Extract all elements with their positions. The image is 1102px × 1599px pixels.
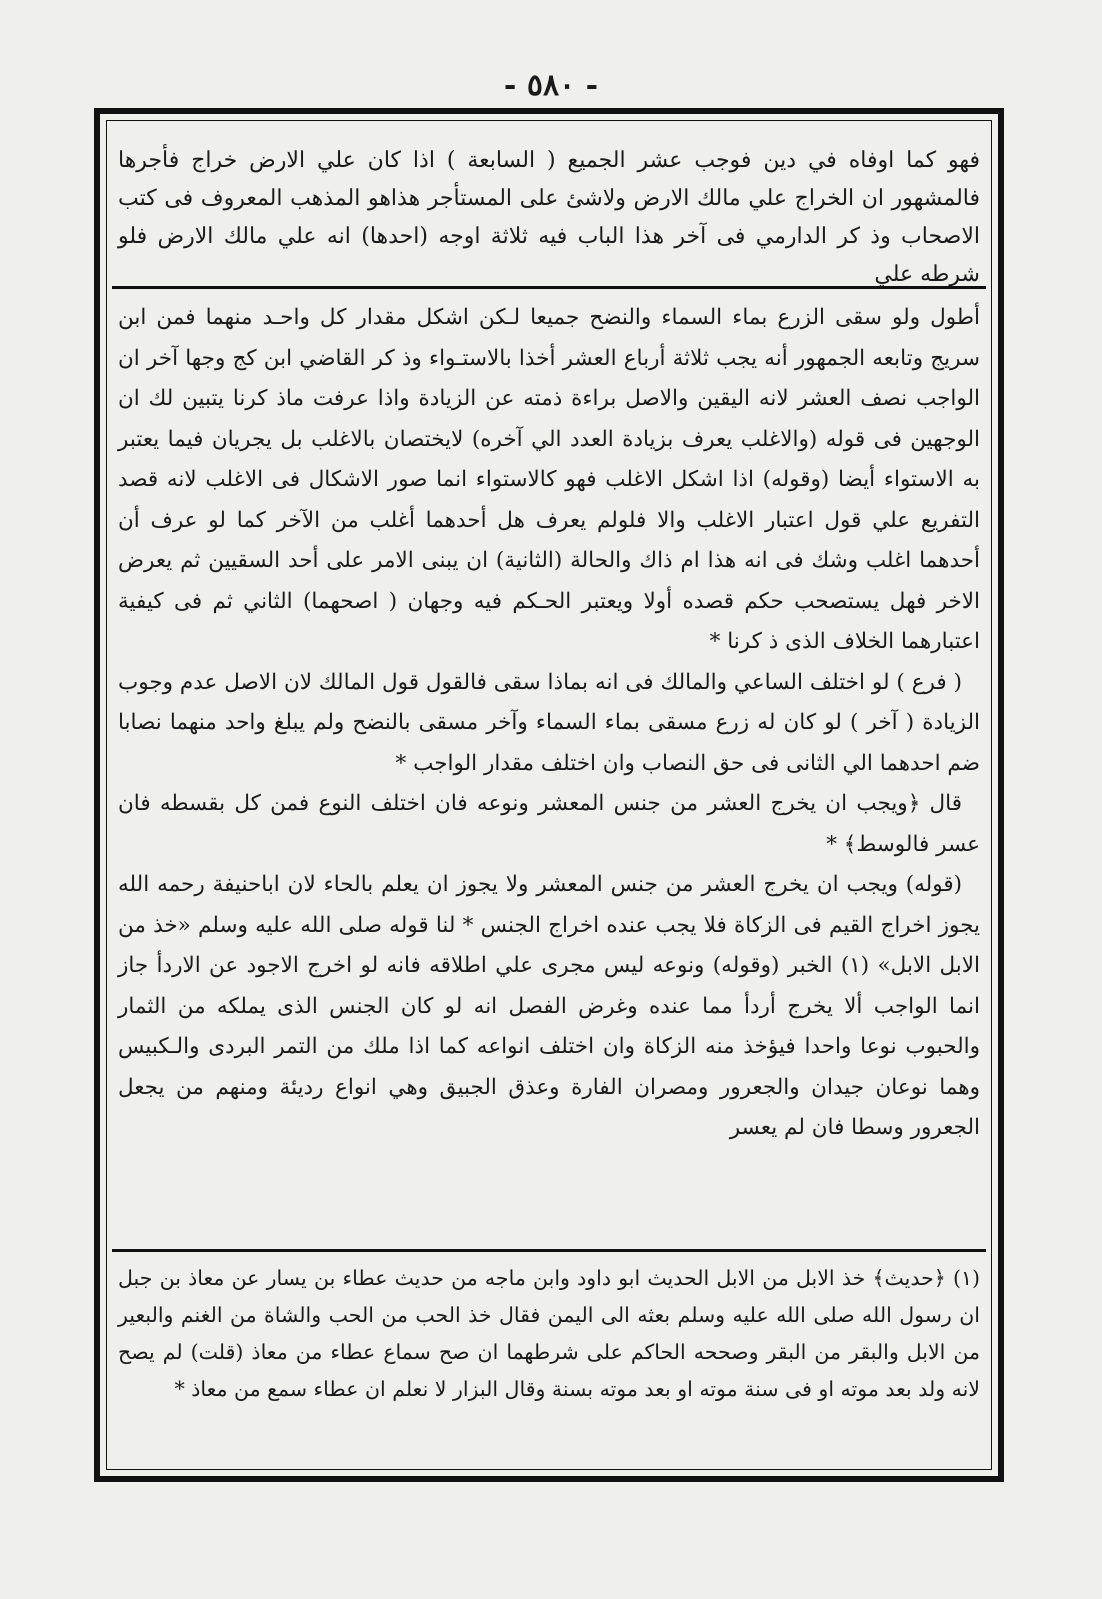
commentary-paragraph-1: أطول ولو سقى الزرع بماء السماء والنضح جميعا لـكن اشكل مقدار كل واحـد منهما فمن ابن سريج وتابعه الجمهور أنه يجب ثلاثة أرباع العشر أخذا بالاستـواء وذ كر القاضي ابن كج وجها آخر ان الواجب نصف العشر لانه اليقين والاصل براءة ذمته عن الزيادة واذا عرفت ماذ كرنا يتبين لك ان الوجهين فى قوله (والاغلب يعرف بزيادة العدد الي آخره) لايختصان بالاغلب بل يجريان فيما يعتبر به الاستواء أيضا (وقوله) اذا اشكل الاغلب فهو كالاستواء انما صور الاشكال فى الاغلب لانه قصد التفريع علي قول اعتبار الاغلب والا فلولم يعرف هل أحدهما أغلب من الآخر كما لو عرف أن أحدهما اغلب وشك فى انه هذا ام ذاك والحالة (الثانية) ان يبنى الامر على أحد السقيين ثم يعرض الاخر فهل يستصحب حكم قصده أولا ويعتبر الحـكم فيه وجهان ( اصحهما) الثاني ثم فى كيفية اعتبارهما الخلاف الذى ذ كرنا * xyxy=(118,305,980,654)
section-divider-top xyxy=(112,286,986,289)
footnote-divider xyxy=(112,1249,986,1252)
commentary-section xyxy=(118,298,980,1149)
footnote-text: (١) ﴿حديث﴾ خذ الابل من الابل الحديث ابو داود وابن ماجه من حديث عطاء بن يسار عن معاذ بن جبل ان رسول الله صلى الله عليه وسلم بعثه الى اليمن فقال خذ الحب من الحب والشاة من الغنم والبعير من الابل والبقر من البقر وصححه الحاكم على شرطهما ان صح سماع عطاء من معاذ (قلت) لم يصح لانه ولد بعد موته او فى سنة موته او بعد موته بسنة وقال البزار لا نعلم ان عطاء سمع من معاذ * xyxy=(118,1266,980,1401)
top-text-section xyxy=(118,142,980,294)
top-text: فهو كما اوفاه في دين فوجب عشر الجميع ( السابعة ) اذا كان علي الارض خراج فأجرها فالمشهور ان الخراج علي مالك الارض ولاشئ على المستأجر هذاهو المذهب المعروف فى كتب الاصحاب وذ كر الدارمي فى آخر هذا الباب فيه ثلاثة اوجه (احدها) انه علي مالك الارض فلو شرطه علي xyxy=(118,148,980,287)
footnote-section xyxy=(118,1260,980,1408)
commentary-paragraph-4: (قوله) ويجب ان يخرج العشر من جنس المعشر ولا يجوز ان يعلم بالحاء لان اباحنيفة رحمه الله يجوز اخراج القيم فى الزكاة فلا يجب عنده اخراج الجنس * لنا قوله صلى الله عليه وسلم «خذ من الابل الابل» (١) الخبر (وقوله) ونوعه ليس مجرى علي اطلاقه فانه لو اخرج الاجود عن الاردأ جاز انما الواجب ألا يخرج أردأ مما عنده وغرض الفصل انه لو كان الجنس الذى يملكه من الثمار والحبوب نوعا واحدا فيؤخذ منه الزكاة وان اختلف انواعه كما اذا ملك من التمر البردى والـكبيس وهما نوعان جيدان والجعرور ومصران الفارة وعذق الجبيق وهي انواع رديئة ومنهم من يجعل الجعرور وسطا فان لم يعسر xyxy=(118,872,980,1140)
page-frame xyxy=(94,108,1004,1482)
commentary-paragraph-3: قال ﴿ويجب ان يخرج العشر من جنس المعشر ونوعه فان اختلف النوع فمن كل بقسطه فان عسر فالوسط﴾ * xyxy=(118,791,980,857)
commentary-paragraph-2: ( فرع ) لو اختلف الساعي والمالك فى انه بماذا سقى فالقول قول المالك لان الاصل عدم وجوب الزيادة ( آخر ) لو كان له زرع مسقى بماء السماء وآخر مسقى بالنضح ولم يبلغ واحد منهما نصابا ضم احدهما الي الثانى فى حق النصاب وان اختلف مقدار الواجب * xyxy=(118,669,980,776)
page-number: - ٥٨٠ - xyxy=(503,68,599,103)
